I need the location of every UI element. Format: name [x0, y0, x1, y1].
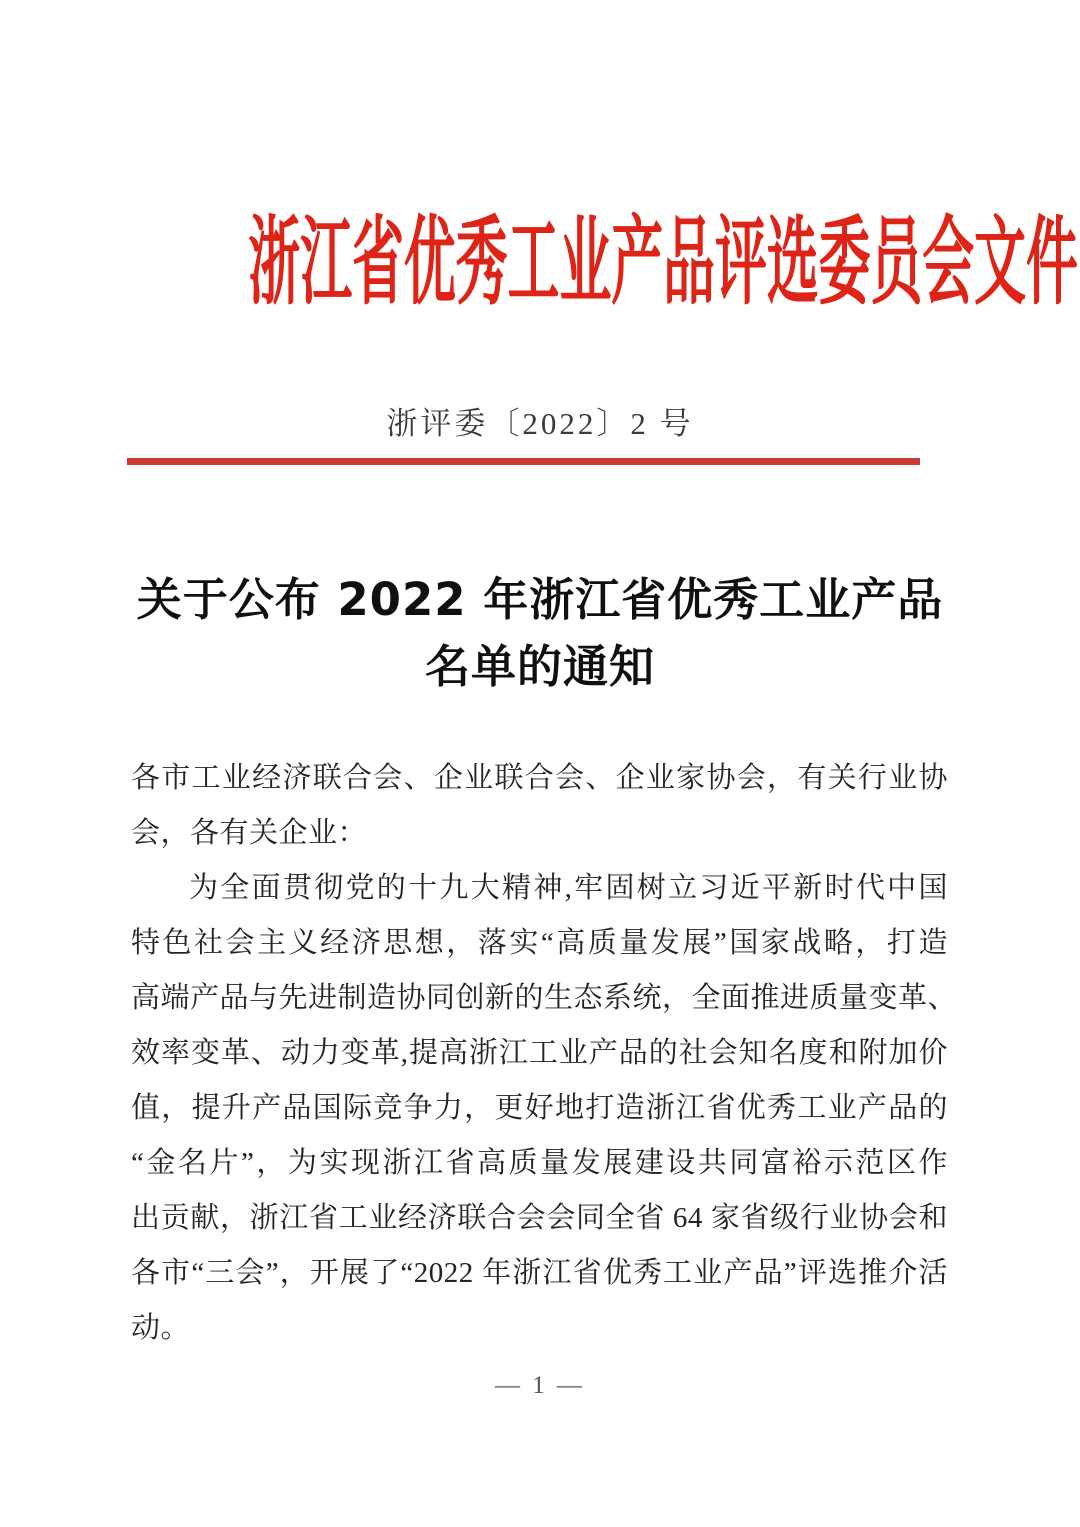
body-text-line: 各市“三会”，开展了“2022 年浙江省优秀工业产品”评选推介活 [131, 1257, 948, 1289]
body-text-line: 值，提升产品国际竞争力，更好地打造浙江省优秀工业产品的 [131, 1092, 948, 1124]
body-text-line: 为全面贯彻党的十九大精神,牢固树立习近平新时代中国 [189, 872, 948, 904]
page-number: — 1 — [495, 1372, 585, 1399]
body-text-line: 高端产品与先进制造协同创新的生态系统，全面推进质量变革、 [131, 982, 958, 1014]
body-text-line: 特色社会主义经济思想，落实“高质量发展”国家战略，打造 [131, 927, 948, 959]
body-text-line: 会，各有关企业： [131, 817, 368, 849]
body-text-line: 效率变革、动力变革,提高浙江工业产品的社会知名度和附加价 [131, 1037, 948, 1069]
body-text-line: 出贡献，浙江省工业经济联合会会同全省 64 家省级行业协会和 [131, 1202, 948, 1234]
notice-title-line-2: 名单的通知 [424, 640, 655, 693]
red-divider-line [127, 458, 920, 465]
body-text [131, 751, 958, 1356]
letterhead-title: 浙江省优秀工业产品评选委员会文件 [248, 205, 1078, 318]
document-number: 浙评委〔2022〕2 号 [386, 406, 694, 441]
body-text-line: “金名片”，为实现浙江省高质量发展建设共同富裕示范区作 [131, 1147, 948, 1179]
notice-title [0, 566, 1080, 700]
notice-title-line-1: 关于公布 2022 年浙江省优秀工业产品 [136, 573, 944, 626]
body-text-line: 动。 [131, 1312, 191, 1344]
body-text-line: 各市工业经济联合会、企业联合会、企业家协会，有关行业协 [131, 762, 948, 794]
